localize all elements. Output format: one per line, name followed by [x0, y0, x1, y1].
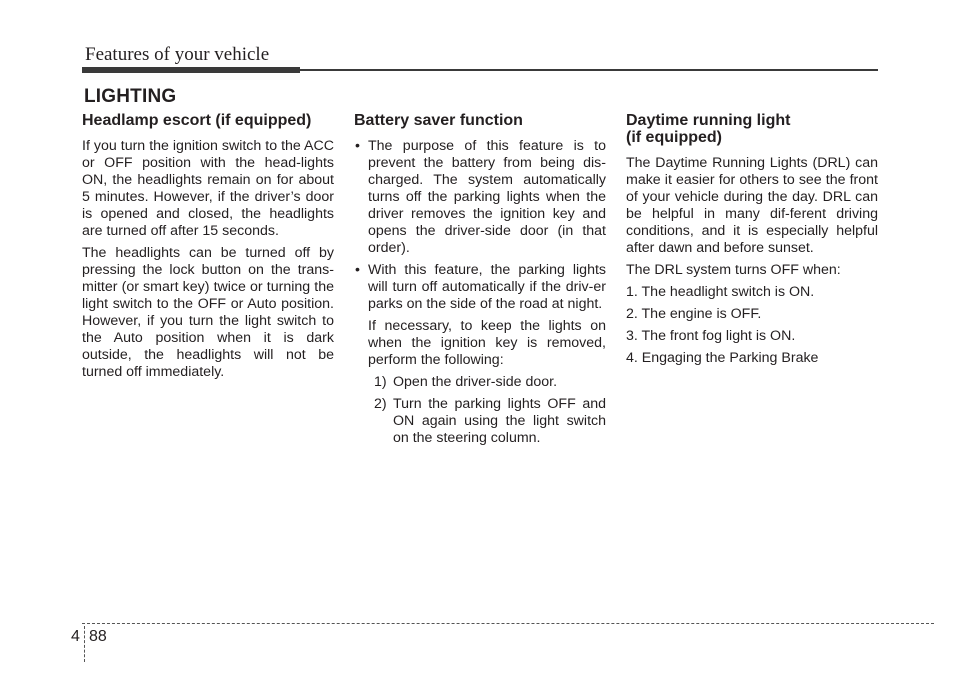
bullet-subparagraph: If necessary, to keep the lights on when the ignition key is removed, perform the following: — [368, 318, 606, 368]
battery-saver-heading: Battery saver function — [354, 112, 523, 129]
list-item — [354, 138, 606, 257]
footer-divider — [84, 626, 85, 662]
bullet-text: With this feature, the parking lights will turn off automatically if the driv-er parks on the side of the road at night. — [368, 262, 606, 312]
headlamp-escort-paragraph-1: If you turn the ignition switch to the ACC or OFF position with the head-lights ON, the headlights remain on for about 5 minutes. However, if the driver’s door is opened and closed, the headlights are turned off after 15 seconds. — [82, 138, 334, 239]
column-daytime-running-light — [626, 112, 878, 372]
step-text: Turn the parking lights OFF and ON again using the light switch on the steering column. — [393, 396, 606, 446]
step-number: 2) — [374, 396, 387, 412]
column-headlamp-escort — [82, 112, 334, 386]
step-item — [374, 396, 606, 447]
step-item — [374, 374, 606, 391]
bullet-icon: • — [355, 262, 360, 278]
drl-heading — [626, 112, 878, 146]
headlamp-escort-paragraph-2: The headlights can be turned off by pressing the lock button on the trans-mitter (or smart key) twice or turning the light switch to the OFF or Auto position. However, if you turn the light switch to the Auto position when it is dark outside, the headlights will not be turned off immediately. — [82, 245, 334, 380]
step-text: Open the driver-side door. — [393, 374, 558, 390]
drl-paragraph-1: The Daytime Running Lights (DRL) can make it easier for others to see the front of your vehicle during the day. DRL can be helpful in many dif-ferent driving conditions, and it is especially helpful after dawn and before sunset. — [626, 155, 878, 256]
list-item: 2. The engine is OFF. — [626, 306, 762, 322]
bullet-text: The purpose of this feature is to prevent the battery from being dis-charged. The system automatically turns off the parking lights when the driver removes the ignition key and opens the driver-side door (in that order). — [368, 138, 606, 256]
drl-heading-line-2: (if equipped) — [626, 129, 722, 146]
header-rule-thin — [300, 69, 878, 71]
battery-saver-list — [354, 138, 606, 447]
bullet-icon: • — [355, 138, 360, 154]
headlamp-escort-heading: Headlamp escort (if equipped) — [82, 112, 312, 129]
steps-list — [368, 374, 606, 447]
page-number: 88 — [89, 628, 107, 645]
drl-heading-line-1: Daytime running light — [626, 112, 791, 129]
column-battery-saver — [354, 112, 606, 452]
chapter-number: 4 — [71, 628, 80, 645]
list-item — [354, 262, 606, 447]
step-number: 1) — [374, 374, 387, 390]
footer-rule — [82, 623, 934, 624]
list-item: 4. Engaging the Parking Brake — [626, 350, 819, 366]
section-title: LIGHTING — [84, 86, 177, 107]
header-rule-thick — [82, 67, 300, 73]
drl-paragraph-2: The DRL system turns OFF when: — [626, 262, 841, 278]
list-item: 3. The front fog light is ON. — [626, 328, 796, 344]
list-item: 1. The headlight switch is ON. — [626, 284, 815, 300]
header-title: Features of your vehicle — [85, 44, 270, 65]
